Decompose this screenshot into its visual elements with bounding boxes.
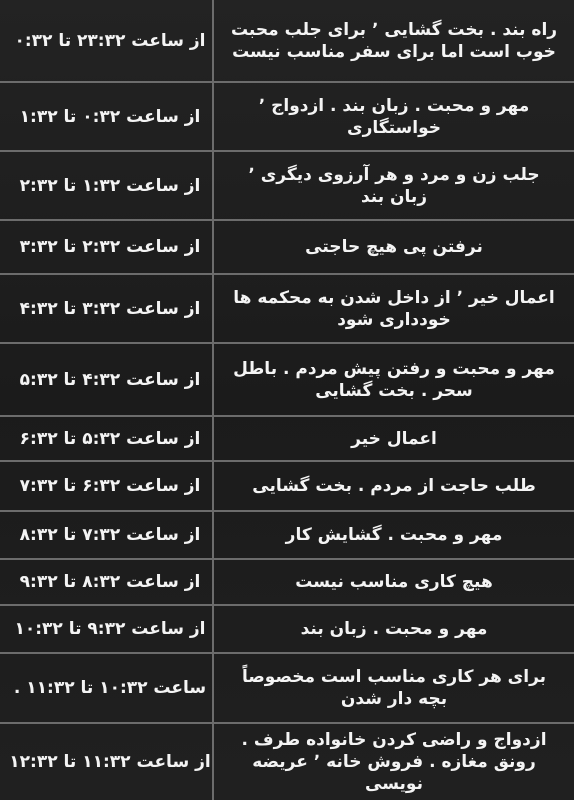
time-range-cell: از ساعت ۱۱:۳۲ تا ۱۲:۳۲ [0,724,214,800]
activity-cell: اعمال خیر ٬ از داخل شدن به محکمه ها خودداری شود [233,287,555,330]
activity-cell: مهر و محبت . زبان بند [300,619,488,639]
time-range-cell: از ساعت ۰:۳۲ تا ۱:۳۲ [0,83,214,150]
activity-cell: اعمال خیر [351,428,437,449]
table-row [0,417,574,462]
table-row [0,512,574,560]
table-row [0,83,574,152]
time-range-cell: از ساعت ۱:۳۲ تا ۲:۳۲ [0,152,214,219]
table-row [0,0,574,83]
activity-cell: ازدواج و راضی کردن خانواده طرف . رونق مغازه . فروش خانه ٬ عریضه نویسی [241,730,547,794]
activity-cell: مهر و محبت . گشایش کار [285,525,503,545]
table-row [0,152,574,221]
time-range-cell: از ساعت ۲۳:۳۲ تا ۰:۳۲ [0,0,214,81]
time-range-cell: ساعت ۱۰:۳۲ تا ۱۱:۳۲ . [0,654,214,722]
time-range-cell: از ساعت ۴:۳۲ تا ۵:۳۲ [0,344,214,415]
activity-cell: نرفتن پی هیچ حاجتی [305,237,483,257]
table-row [0,606,574,654]
table-row [0,462,574,512]
table-row [0,344,574,417]
table-row [0,654,574,724]
activity-cell: برای هر کاری مناسب است مخصوصاً بچه دار شدن [241,667,547,709]
time-range-cell: از ساعت ۲:۳۲ تا ۳:۳۲ [0,221,214,273]
table-row [0,724,574,800]
activity-cell: طلب حاجت از مردم . بخت گشایی [252,476,536,496]
time-range-cell: از ساعت ۸:۳۲ تا ۹:۳۲ [0,560,214,604]
table-row [0,275,574,344]
activity-cell: هیچ کاری مناسب نیست [295,572,493,592]
activity-cell: مهر و محبت . زبان بند . ازدواج ٬ خواستگاری [258,95,530,138]
activity-cell: مهر و محبت و رفتن پیش مردم . باطل سحر . بخت گشایی [233,358,555,401]
table-row [0,560,574,606]
table-row [0,221,574,275]
activity-cell: جلب زن و مرد و هر آرزوی دیگری ٬ زبان بند [248,164,540,207]
activity-cell: راه بند . بخت گشایی ٬ برای جلب محبت خوب است اما برای سفر مناسب نیست [230,19,558,62]
time-range-cell: از ساعت ۷:۳۲ تا ۸:۳۲ [0,512,214,558]
time-range-cell: از ساعت ۳:۳۲ تا ۴:۳۲ [0,275,214,342]
time-range-cell: از ساعت ۹:۳۲ تا ۱۰:۳۲ [0,606,214,652]
time-range-cell: از ساعت ۶:۳۲ تا ۷:۳۲ [0,462,214,510]
time-range-cell: از ساعت ۵:۳۲ تا ۶:۳۲ [0,417,214,460]
